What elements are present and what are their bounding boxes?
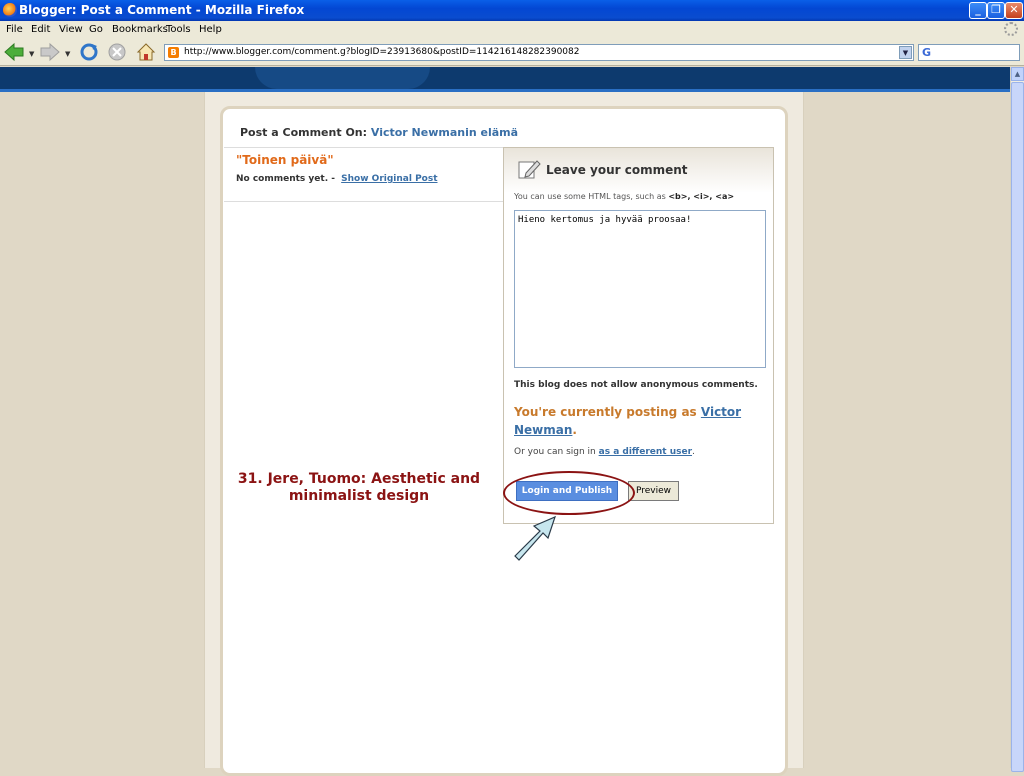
login-and-publish-button[interactable]: Login and Publish (516, 481, 618, 501)
firefox-icon (3, 3, 17, 17)
url-bar[interactable] (164, 44, 914, 61)
vertical-scrollbar[interactable] (1010, 67, 1024, 768)
different-user-link[interactable]: as a different user (598, 447, 693, 457)
heading-prefix: Post a Comment On: (240, 126, 368, 139)
posting-as-line (514, 403, 754, 439)
highlight-ellipse (503, 471, 635, 515)
menu-help[interactable]: Help (199, 24, 222, 35)
menu-view[interactable]: View (59, 24, 83, 35)
html-tags: <b>, <i>, <a> (668, 192, 735, 201)
html-hint (514, 192, 734, 201)
menu-bar (0, 21, 1024, 39)
blog-header-bar (0, 67, 1010, 92)
page-heading (240, 126, 518, 139)
restore-button[interactable]: ❐ (987, 2, 1005, 19)
show-original-post-link[interactable]: Show Original Post (341, 174, 438, 184)
divider (224, 147, 504, 148)
menu-tools[interactable]: Tools (166, 24, 191, 35)
search-bar[interactable] (918, 44, 1020, 61)
header-decoration (255, 67, 430, 89)
google-search-icon[interactable]: G (922, 46, 932, 59)
comments-status-line (236, 174, 438, 184)
minimize-button[interactable]: _ (969, 2, 987, 19)
user-name-link[interactable]: Victor Newman (514, 405, 742, 437)
title-bar (0, 0, 1024, 21)
annotation-label: 31. Jere, Tuomo: Aesthetic and minimalist design (237, 471, 481, 504)
preview-button[interactable]: Preview (628, 481, 679, 501)
comment-textarea[interactable] (514, 210, 766, 368)
menu-edit[interactable]: Edit (31, 24, 51, 35)
html-hint-prefix: You can use some HTML tags, such as (514, 192, 666, 201)
window-title: Blogger: Post a Comment - Mozilla Firefox (19, 3, 305, 17)
pencil-note-icon (517, 158, 541, 180)
form-title: Leave your comment (546, 163, 688, 177)
url-text[interactable]: http://www.blogger.com/comment.g?blogID=23913680&postID=114216148282390082 (184, 47, 580, 57)
stop-icon[interactable] (106, 42, 128, 62)
separator: - (331, 174, 336, 184)
menu-go[interactable]: Go (89, 24, 103, 35)
forward-dropdown-icon[interactable]: ▼ (65, 50, 71, 58)
signin-prefix: Or you can sign in (514, 447, 596, 457)
menu-bookmarks[interactable]: Bookmarks (112, 24, 168, 35)
scroll-up-icon[interactable]: ▲ (1011, 67, 1024, 81)
reload-icon[interactable] (78, 42, 100, 62)
blogger-favicon-icon: B (168, 47, 179, 58)
signin-line (514, 447, 695, 457)
posting-as-prefix: You're currently posting as (514, 405, 697, 419)
close-button[interactable]: ✕ (1005, 2, 1023, 19)
home-icon[interactable] (135, 42, 157, 62)
pointer-arrow-icon (510, 514, 560, 564)
menu-file[interactable]: File (6, 24, 23, 35)
anonymous-note: This blog does not allow anonymous comments. (514, 380, 758, 390)
throbber-icon (1004, 22, 1018, 36)
back-dropdown-icon[interactable]: ▼ (29, 50, 35, 58)
blog-name-link[interactable]: Victor Newmanin elämä (370, 126, 519, 139)
back-arrow-icon[interactable] (3, 42, 25, 62)
signin-suffix: . (692, 447, 695, 457)
post-title: "Toinen päivä" (236, 153, 334, 167)
forward-arrow-icon[interactable] (39, 42, 61, 62)
divider (224, 201, 504, 202)
navigation-toolbar (0, 39, 1024, 66)
comments-status: No comments yet. (236, 174, 329, 184)
posting-as-suffix: . (572, 423, 577, 437)
scroll-thumb[interactable] (1011, 82, 1024, 772)
url-dropdown-icon[interactable]: ▼ (899, 46, 912, 59)
